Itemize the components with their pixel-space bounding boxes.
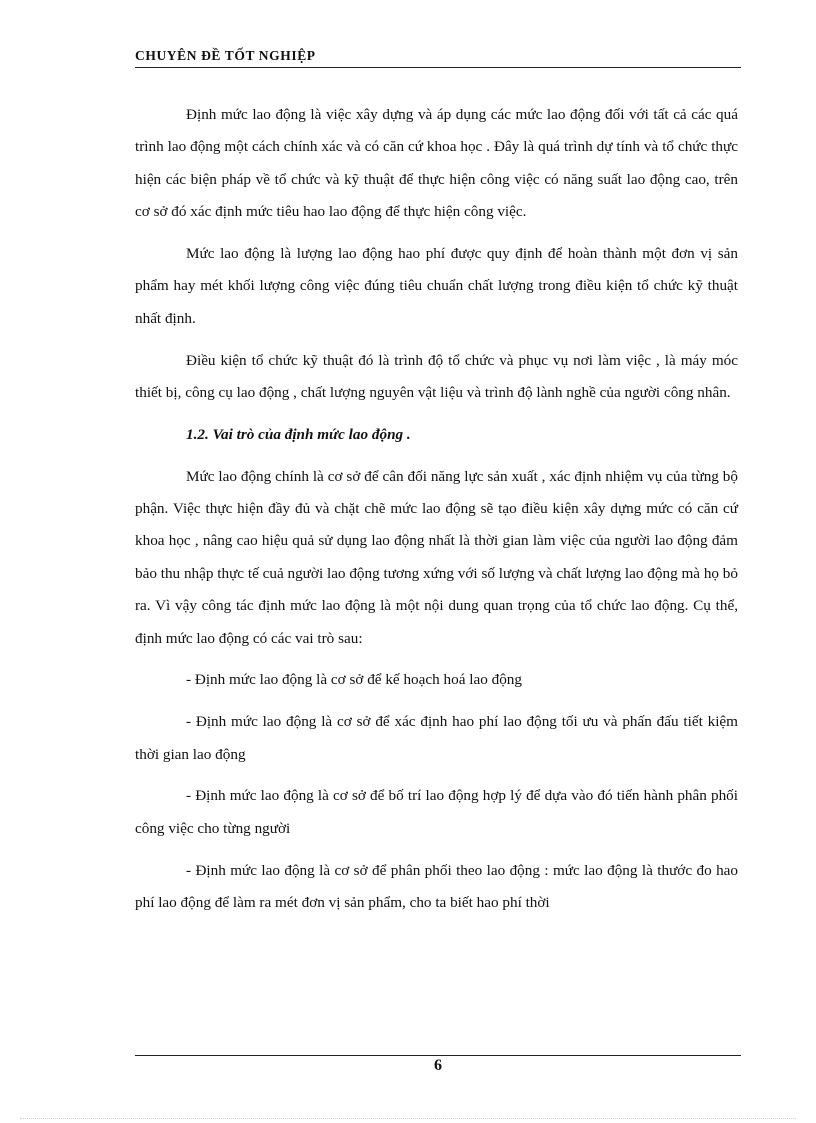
list-item: - Định mức lao động là cơ sở để bố trí lao động hợp lý để dựa vào đó tiến hành phân phối công việc cho từng người — [135, 787, 738, 837]
page-header-title: CHUYÊN ĐỀ TỐT NGHIỆP — [135, 48, 316, 63]
document-body — [135, 99, 738, 929]
paragraph: Điều kiện tổ chức kỹ thuật đó là trình độ tổ chức và phục vụ nơi làm việc , là máy móc thiết bị, công cụ lao động , chất lượng nguyên vật liệu và trình độ lành nghề của người công nhân. — [135, 351, 738, 402]
list-item: - Định mức lao động là cơ sở để phân phối theo lao động : mức lao động là thước đo hao phí lao động để làm ra mét đơn vị sản phẩm, cho ta biết hao phí thời — [135, 861, 738, 912]
paragraph: Mức lao động là lượng lao động hao phí được quy định để hoàn thành một đơn vị sản phẩm hay mét khối lượng công việc đúng tiêu chuẩn chất lượng trong điều kiện tổ chức kỹ thuật nhất định. — [135, 245, 738, 327]
paragraph: Định mức lao động là việc xây dựng và áp dụng các mức lao động đối với tất cả các quá trình lao động một cách chính xác và có căn cứ khoa học . Đây là quá trình dự tính và tổ chức thực hiện các biện pháp về tổ chức và kỹ thuật để thực hiện công việc có năng suất lao động cao, trên cơ sở đó xác định mức tiêu hao lao động để thực hiện công việc. — [135, 106, 738, 221]
list-item: - Định mức lao động là cơ sở để kế hoạch hoá lao động — [186, 671, 522, 689]
header-divider — [135, 67, 741, 68]
page-bottom-edge — [20, 1118, 796, 1119]
footer-divider — [135, 1055, 741, 1056]
paragraph: Mức lao động chính là cơ sở để cân đối năng lực sản xuất , xác định nhiệm vụ của từng bộ phận. Việc thực hiện đầy đủ và chặt chẽ mức lao động sẽ tạo điều kiện xây dựng mức có căn cứ khoa học , nâng cao hiệu quả sử dụng lao động nhất là thời gian làm việc của người lao động đảm bảo thu nhập thực tế cuả người lao động tương xứng với số lượng và chất lượng lao động mà họ bỏ ra. Vì vậy công tác định mức lao động là một nội dung quan trọng của tổ chức lao động. Cụ thể, định mức lao động có các vai trò sau: — [135, 467, 738, 647]
page-number: 6 — [434, 1057, 442, 1074]
section-heading: 1.2. Vai trò của định mức lao động . — [186, 425, 411, 443]
list-item: - Định mức lao động là cơ sở để xác định hao phí lao động tối ưu và phấn đấu tiết kiệm thời gian lao động — [135, 713, 738, 763]
